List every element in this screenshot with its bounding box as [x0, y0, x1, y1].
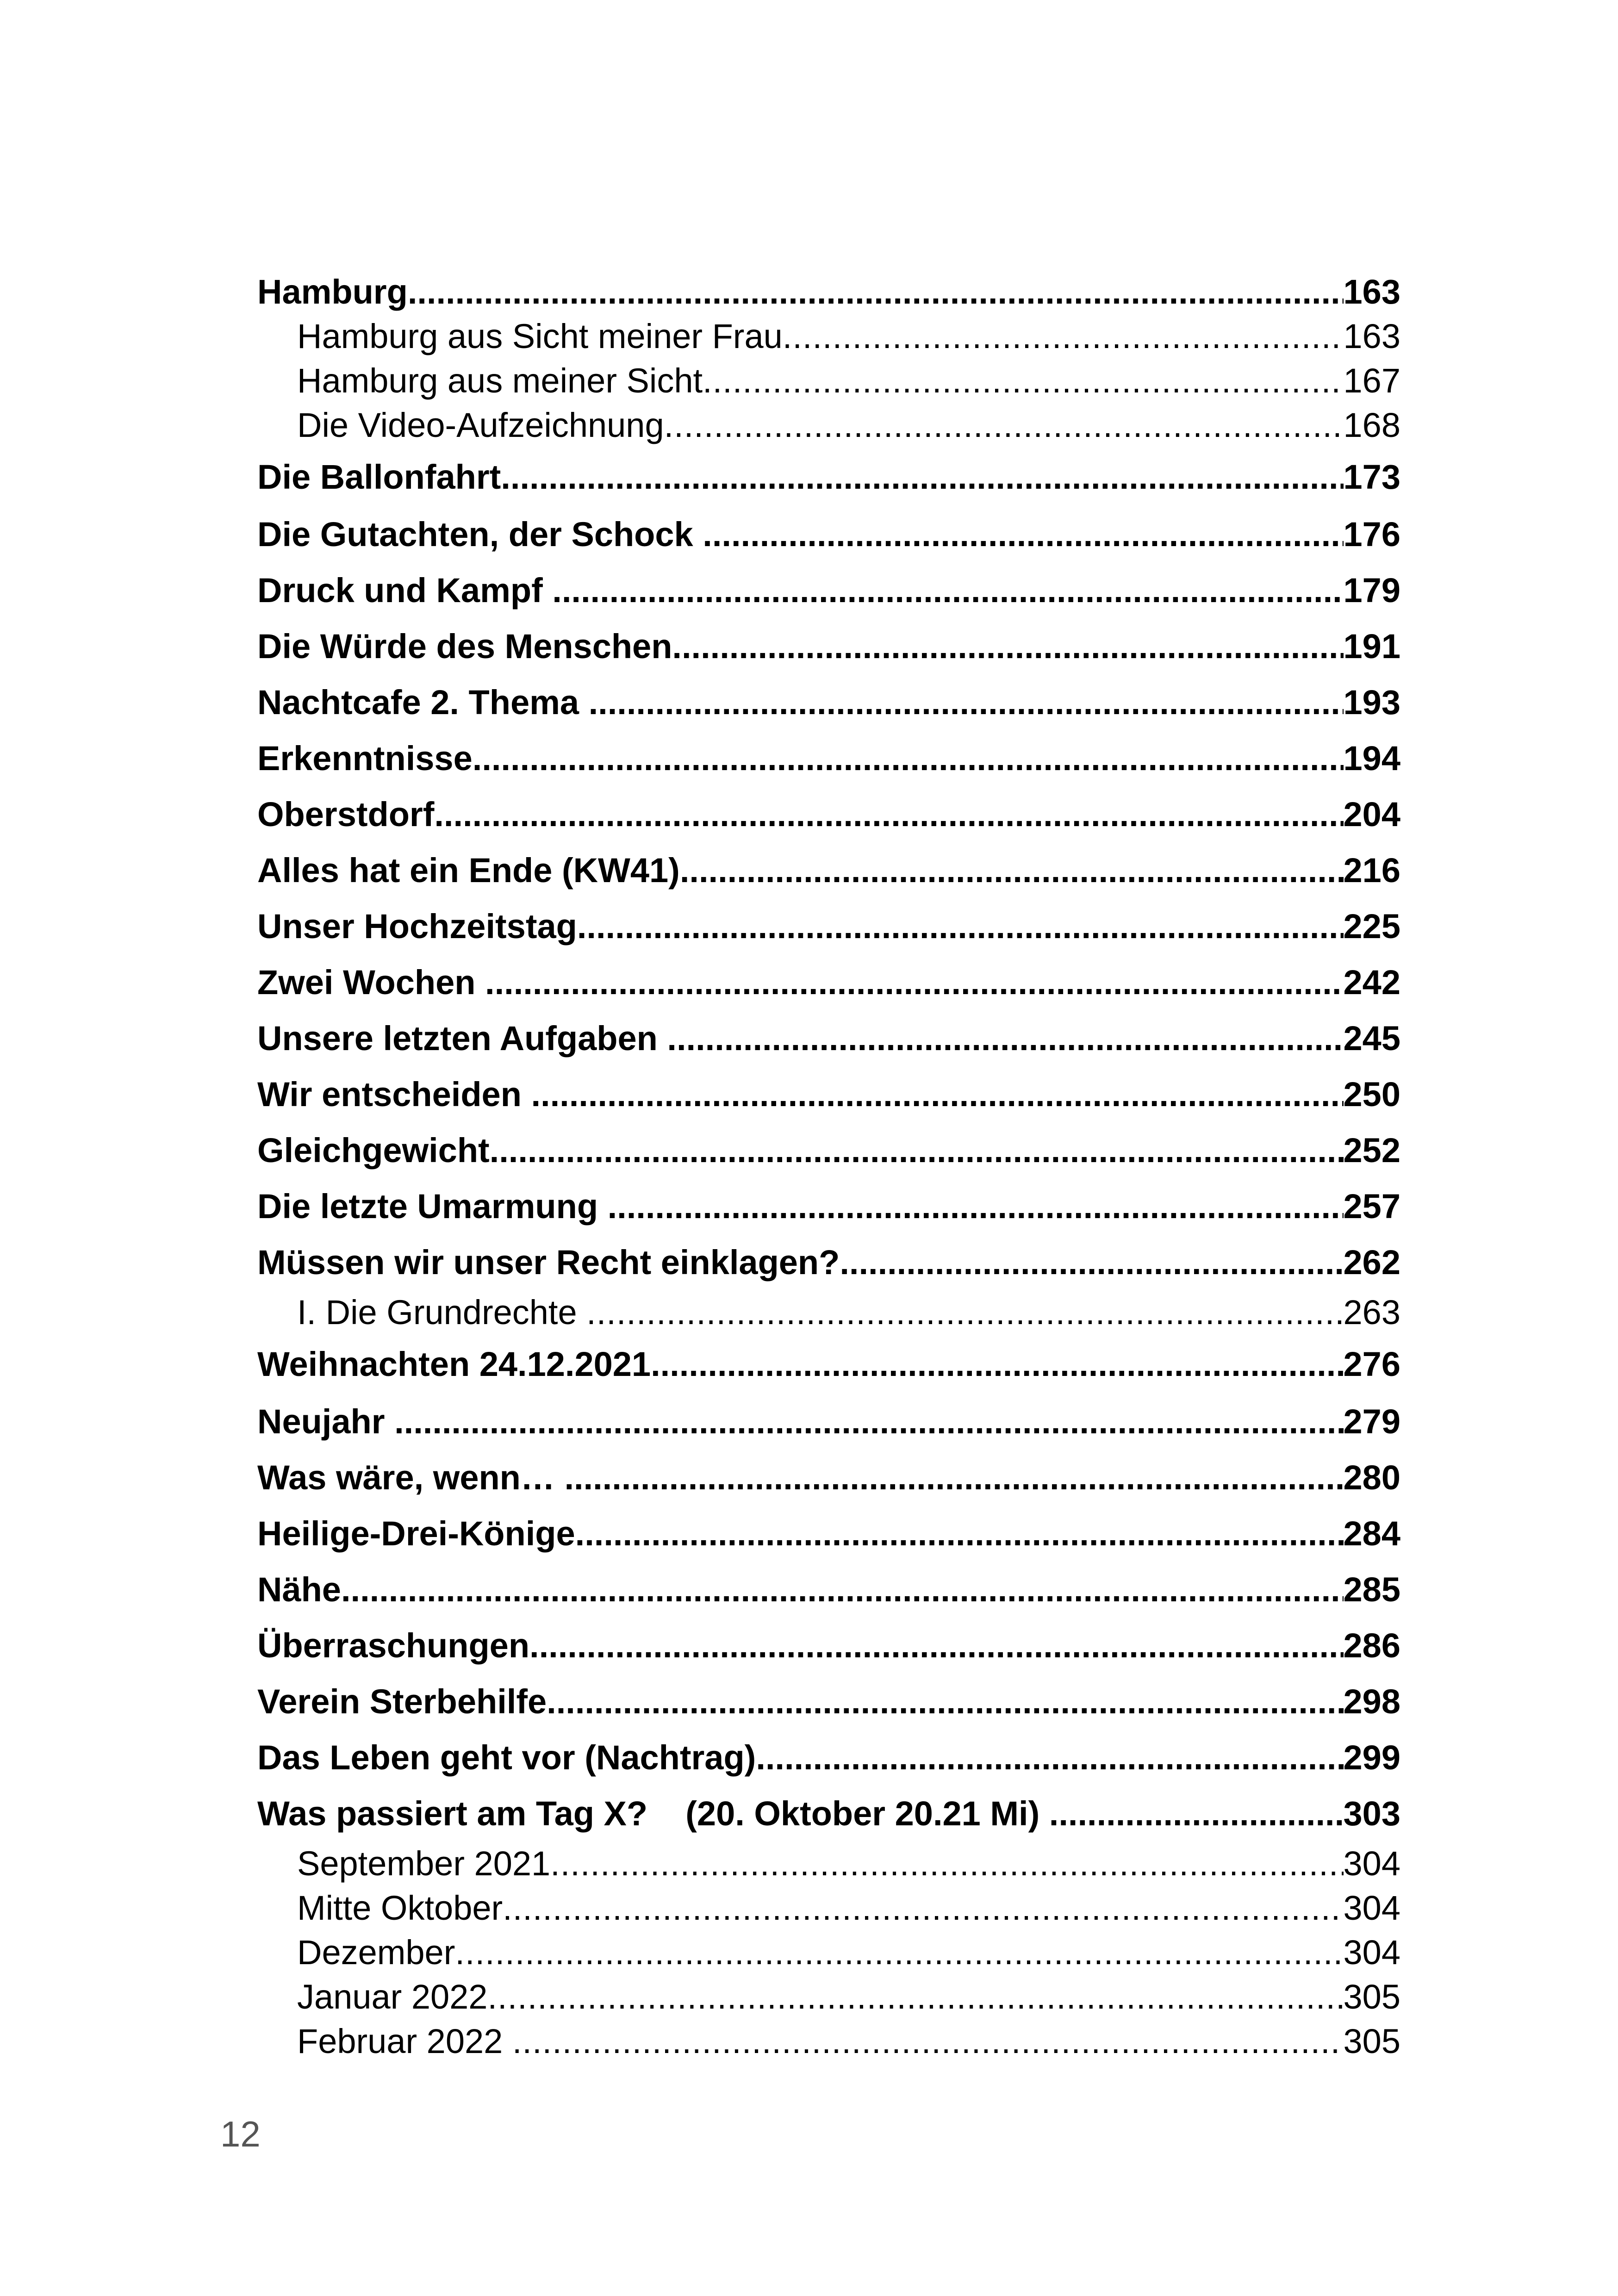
- toc-entry-title: Mitte Oktober: [297, 1889, 503, 1927]
- toc-entry-page-number: 167: [1343, 361, 1400, 400]
- toc-entry-page-number: 280: [1343, 1458, 1400, 1497]
- toc-entry-title: Die Ballonfahrt: [257, 458, 501, 496]
- toc-entry-title: Heilige-Drei-Könige: [257, 1514, 575, 1553]
- toc-chapter-entry: [257, 1066, 1400, 1122]
- toc-entry-page-number: 173: [1343, 458, 1400, 496]
- toc-entry-title: I. Die Grundrechte: [297, 1293, 587, 1332]
- toc-entry-page-number: 298: [1343, 1682, 1400, 1721]
- toc-chapter-entry: [257, 1122, 1400, 1178]
- toc-entry-page-number: 245: [1343, 1019, 1400, 1058]
- toc-chapter-entry: [257, 618, 1400, 674]
- toc-chapter-entry: [257, 1562, 1400, 1618]
- toc-chapter-entry: [257, 448, 1400, 506]
- toc-dot-leader: [756, 1730, 1343, 1786]
- toc-entry-page-number: 194: [1343, 739, 1400, 778]
- toc-chapter-entry: [257, 1730, 1400, 1786]
- toc-entry-title: Oberstdorf: [257, 795, 435, 834]
- toc-chapter-entry: [257, 562, 1400, 618]
- toc-entry-page-number: 262: [1343, 1243, 1400, 1282]
- toc-section-entry: [257, 2019, 1400, 2064]
- toc-entry-title: Die Gutachten, der Schock: [257, 515, 703, 554]
- toc-entry-title: Weihnachten 24.12.2021: [257, 1345, 651, 1383]
- toc-entry-page-number: 305: [1343, 1978, 1400, 2016]
- toc-chapter-entry: [257, 1618, 1400, 1674]
- toc-dot-leader: [1049, 1786, 1344, 1842]
- toc-section-entry: [257, 403, 1400, 448]
- toc-dot-leader: [434, 786, 1343, 842]
- toc-chapter-entry: [257, 674, 1400, 730]
- toc-dot-leader: [564, 1450, 1343, 1506]
- toc-dot-leader: [577, 898, 1344, 954]
- toc-entry-title: September 2021: [297, 1844, 551, 1883]
- toc-section-entry: [257, 1842, 1400, 1886]
- toc-chapter-entry: [257, 1786, 1400, 1842]
- toc-entry-page-number: 163: [1343, 317, 1400, 355]
- toc-dot-leader: [550, 1842, 1343, 1886]
- toc-entry-page-number: 304: [1343, 1844, 1400, 1883]
- toc-entry-title: Was passiert am Tag X? (20. Oktober 20.21 Mi): [257, 1794, 1049, 1833]
- toc-entry-title: Unsere letzten Aufgaben: [257, 1019, 667, 1058]
- toc-dot-leader: [501, 448, 1343, 506]
- toc-entry-page-number: 191: [1343, 627, 1400, 666]
- toc-entry-page-number: 286: [1343, 1626, 1400, 1665]
- toc-chapter-entry: [257, 506, 1400, 562]
- toc-entry-page-number: 225: [1343, 907, 1400, 946]
- toc-entry-page-number: 303: [1343, 1794, 1400, 1833]
- toc-chapter-entry: [257, 1506, 1400, 1562]
- toc-section-entry: [257, 1290, 1400, 1335]
- toc-dot-leader: [455, 1930, 1343, 1975]
- toc-dot-leader: [672, 618, 1343, 674]
- toc-entry-page-number: 304: [1343, 1933, 1400, 1972]
- toc-dot-leader: [547, 1674, 1343, 1730]
- toc-entry-title: Druck und Kampf: [257, 571, 553, 610]
- toc-chapter-entry: [257, 898, 1400, 954]
- toc-entry-page-number: 250: [1343, 1075, 1400, 1114]
- toc-entry-page-number: 299: [1343, 1738, 1400, 1777]
- toc-entry-title: Alles hat ein Ende (KW41): [257, 851, 680, 890]
- toc-dot-leader: [589, 674, 1344, 730]
- toc-entry-page-number: 285: [1343, 1570, 1400, 1609]
- toc-dot-leader: [512, 2019, 1344, 2064]
- table-of-contents: [257, 270, 1400, 2064]
- toc-entry-page-number: 242: [1343, 963, 1400, 1002]
- toc-dot-leader: [503, 1886, 1343, 1930]
- toc-dot-leader: [408, 270, 1344, 314]
- toc-chapter-entry: [257, 1178, 1400, 1234]
- toc-entry-page-number: 193: [1343, 683, 1400, 722]
- toc-section-entry: [257, 359, 1400, 403]
- toc-dot-leader: [529, 1618, 1344, 1674]
- toc-entry-page-number: 168: [1343, 406, 1400, 444]
- toc-entry-title: Februar 2022: [297, 2022, 512, 2060]
- toc-dot-leader: [651, 1335, 1343, 1394]
- toc-chapter-entry: [257, 1394, 1400, 1450]
- toc-entry-title: Die Würde des Menschen: [257, 627, 672, 666]
- toc-dot-leader: [703, 359, 1343, 403]
- toc-dot-leader: [473, 730, 1344, 786]
- toc-dot-leader: [608, 1178, 1344, 1234]
- toc-entry-page-number: 276: [1343, 1345, 1400, 1383]
- toc-chapter-entry: [257, 270, 1400, 314]
- toc-dot-leader: [667, 1010, 1343, 1066]
- toc-entry-title: Wir entscheiden: [257, 1075, 531, 1114]
- toc-dot-leader: [575, 1506, 1344, 1562]
- toc-chapter-entry: [257, 1674, 1400, 1730]
- toc-section-entry: [257, 1975, 1400, 2019]
- toc-chapter-entry: [257, 954, 1400, 1010]
- toc-entry-title: Überraschungen: [257, 1626, 530, 1665]
- toc-entry-page-number: 304: [1343, 1889, 1400, 1927]
- toc-entry-title: Hamburg: [257, 273, 408, 311]
- toc-entry-title: Zwei Wochen: [257, 963, 485, 1002]
- toc-entry-page-number: 263: [1343, 1293, 1400, 1332]
- toc-dot-leader: [485, 954, 1344, 1010]
- toc-entry-title: Das Leben geht vor (Nachtrag): [257, 1738, 756, 1777]
- toc-entry-title: Hamburg aus Sicht meiner Frau: [297, 317, 783, 355]
- toc-entry-title: Dezember: [297, 1933, 455, 1972]
- toc-chapter-entry: [257, 730, 1400, 786]
- toc-chapter-entry: [257, 1010, 1400, 1066]
- toc-chapter-entry: [257, 842, 1400, 898]
- toc-chapter-entry: [257, 1450, 1400, 1506]
- toc-dot-leader: [531, 1066, 1343, 1122]
- toc-dot-leader: [490, 1122, 1344, 1178]
- page-number: 12: [220, 2114, 261, 2154]
- toc-entry-title: Neujahr: [257, 1402, 395, 1441]
- toc-entry-title: Verein Sterbehilfe: [257, 1682, 547, 1721]
- toc-entry-page-number: 252: [1343, 1131, 1400, 1170]
- toc-entry-page-number: 176: [1343, 515, 1400, 554]
- toc-entry-page-number: 284: [1343, 1514, 1400, 1553]
- toc-dot-leader: [586, 1290, 1343, 1335]
- toc-entry-title: Unser Hochzeitstag: [257, 907, 577, 946]
- toc-entry-title: Was wäre, wenn…: [257, 1458, 565, 1497]
- toc-chapter-entry: [257, 786, 1400, 842]
- toc-entry-title: Die Video-Aufzeichnung: [297, 406, 664, 444]
- toc-entry-title: Januar 2022: [297, 1978, 488, 2016]
- toc-entry-page-number: 163: [1343, 273, 1400, 311]
- toc-entry-page-number: 305: [1343, 2022, 1400, 2060]
- toc-dot-leader: [783, 314, 1344, 359]
- toc-entry-title: Gleichgewicht: [257, 1131, 490, 1170]
- toc-entry-page-number: 179: [1343, 571, 1400, 610]
- toc-dot-leader: [394, 1394, 1343, 1450]
- toc-entry-title: Müssen wir unser Recht einklagen?: [257, 1243, 840, 1282]
- toc-dot-leader: [341, 1562, 1344, 1618]
- toc-entry-title: Hamburg aus meiner Sicht: [297, 361, 703, 400]
- toc-entry-title: Die letzte Umarmung: [257, 1187, 608, 1226]
- toc-section-entry: [257, 1886, 1400, 1930]
- toc-chapter-entry: [257, 1234, 1400, 1290]
- toc-entry-title: Nachtcafe 2. Thema: [257, 683, 589, 722]
- toc-section-entry: [257, 1930, 1400, 1975]
- toc-chapter-entry: [257, 1335, 1400, 1394]
- toc-dot-leader: [664, 403, 1344, 448]
- toc-dot-leader: [487, 1975, 1343, 2019]
- toc-entry-page-number: 257: [1343, 1187, 1400, 1226]
- toc-entry-page-number: 279: [1343, 1402, 1400, 1441]
- toc-entry-page-number: 204: [1343, 795, 1400, 834]
- toc-dot-leader: [680, 842, 1344, 898]
- toc-entry-title: Erkenntnisse: [257, 739, 473, 778]
- toc-entry-title: Nähe: [257, 1570, 341, 1609]
- toc-dot-leader: [552, 562, 1343, 618]
- toc-entry-page-number: 216: [1343, 851, 1400, 890]
- toc-dot-leader: [703, 506, 1343, 562]
- toc-section-entry: [257, 314, 1400, 359]
- toc-dot-leader: [840, 1234, 1343, 1290]
